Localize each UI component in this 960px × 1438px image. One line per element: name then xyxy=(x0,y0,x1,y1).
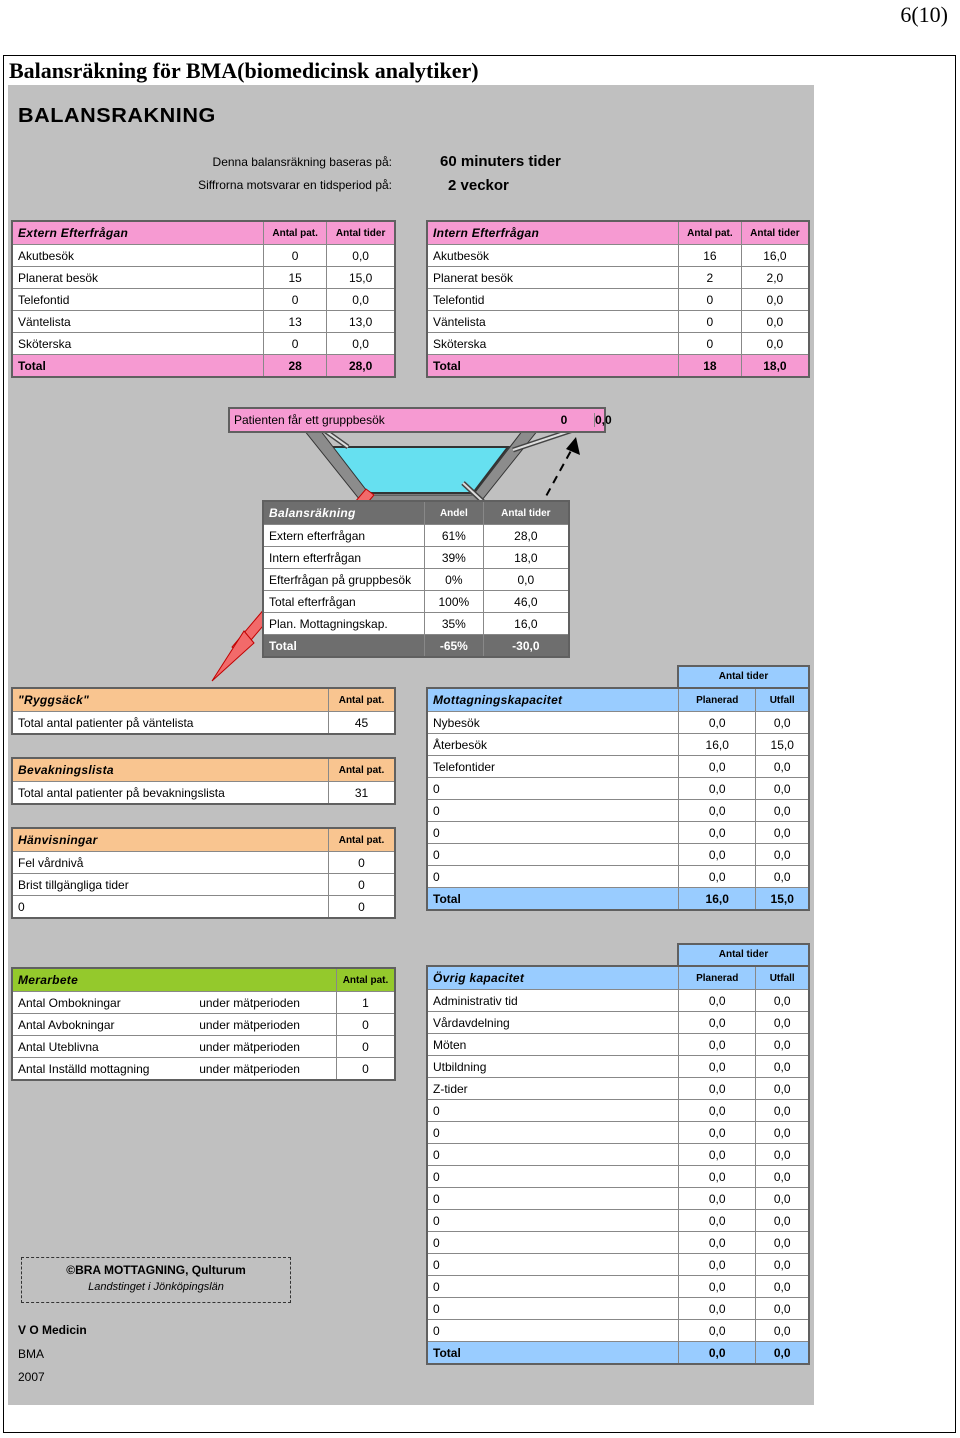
row-value: 0,0 xyxy=(756,778,809,800)
row-label: Total antal patienter på väntelista xyxy=(12,712,329,735)
row-label: Utbildning xyxy=(427,1056,679,1078)
row-value: 0 xyxy=(329,874,396,896)
intern-col1: Antal pat. xyxy=(679,221,742,245)
row-value: 0 xyxy=(264,245,327,267)
row-value: 0,0 xyxy=(756,1100,809,1122)
total-label: Total xyxy=(12,355,264,378)
table-row xyxy=(12,896,395,919)
row-value: 0,0 xyxy=(756,1210,809,1232)
row-label: 0 xyxy=(427,1166,679,1188)
row-label: 0 xyxy=(427,1188,679,1210)
row-value: 0,0 xyxy=(756,1298,809,1320)
row-value: 0,0 xyxy=(679,1056,756,1078)
row-value: 0,0 xyxy=(741,289,809,311)
extern-col1: Antal pat. xyxy=(264,221,327,245)
total-value: -65% xyxy=(425,635,484,658)
balans-col2: Antal tider xyxy=(483,501,569,525)
row-value: 0,0 xyxy=(741,311,809,333)
merarbete-title: Merarbete xyxy=(12,968,336,992)
row-value: 0 xyxy=(264,333,327,355)
row-label: 0 xyxy=(427,1210,679,1232)
total-value: 28 xyxy=(264,355,327,378)
row-value: 0,0 xyxy=(756,712,809,734)
table-row xyxy=(263,525,569,547)
row-label: Plan. Mottagningskap. xyxy=(263,613,425,635)
total-value: -30,0 xyxy=(483,635,569,658)
row-value: 0,0 xyxy=(679,756,756,778)
row-value: 39% xyxy=(425,547,484,569)
total-row xyxy=(427,888,809,911)
row-label: Telefontid xyxy=(427,289,679,311)
ovrig-col2: Utfall xyxy=(756,966,809,990)
table-row xyxy=(263,613,569,635)
row-label: Extern efterfrågan xyxy=(263,525,425,547)
row-label: 0 xyxy=(427,822,679,844)
balans-title: Balansräkning xyxy=(263,501,425,525)
row-value: 0,0 xyxy=(756,1254,809,1276)
balans-col1: Andel xyxy=(425,501,484,525)
row-label: Återbesök xyxy=(427,734,679,756)
row-value: 0,0 xyxy=(679,1166,756,1188)
table-row xyxy=(12,1036,395,1058)
row-value: 1 xyxy=(336,992,395,1014)
table-row xyxy=(12,782,395,805)
row-label: Akutbesök xyxy=(427,245,679,267)
row-value: 0,0 xyxy=(756,822,809,844)
row-label: 0 xyxy=(427,1254,679,1276)
group-time: 0,0 xyxy=(595,413,612,427)
row-label: 0 xyxy=(427,1276,679,1298)
logo-line-2: Landstinget i Jönköpingslän xyxy=(88,1281,224,1293)
bevakning-table xyxy=(11,757,396,805)
basis-value-1: 60 minuters tider xyxy=(440,153,561,170)
row-period: under mätperioden xyxy=(194,992,336,1014)
bevakning-title: Bevakningslista xyxy=(12,758,329,782)
row-period: under mätperioden xyxy=(194,1058,336,1081)
table-row xyxy=(427,1012,809,1034)
row-value: 0,0 xyxy=(756,756,809,778)
row-value: 0,0 xyxy=(679,1276,756,1298)
table-row xyxy=(427,756,809,778)
copyright-logo xyxy=(21,1257,291,1303)
table-row xyxy=(263,569,569,591)
spreadsheet-image xyxy=(8,85,814,1405)
mottagning-head: Antal tider xyxy=(677,665,810,689)
row-label: Väntelista xyxy=(427,311,679,333)
table-row xyxy=(427,1254,809,1276)
row-value: 15,0 xyxy=(756,734,809,756)
footer-role: BMA xyxy=(18,1347,45,1361)
row-label: Fel vårdnivå xyxy=(12,852,329,874)
table-row xyxy=(427,1232,809,1254)
row-value: 0,0 xyxy=(679,1122,756,1144)
basis-label-2: Siffrorna motsvarar en tidsperiod på: xyxy=(198,178,392,192)
table-row xyxy=(427,822,809,844)
row-label: 0 xyxy=(427,778,679,800)
row-value: 0 xyxy=(329,896,396,919)
ryggsack-col: Antal pat. xyxy=(329,688,396,712)
row-value: 15,0 xyxy=(327,267,395,289)
row-value: 0,0 xyxy=(756,1232,809,1254)
row-label: Administrativ tid xyxy=(427,990,679,1012)
row-value: 0 xyxy=(336,1058,395,1081)
row-label: Brist tillgängliga tider xyxy=(12,874,329,896)
row-value: 0,0 xyxy=(679,1144,756,1166)
row-value: 0,0 xyxy=(679,1232,756,1254)
mottagning-title: Mottagningskapacitet xyxy=(427,688,679,712)
total-row xyxy=(263,635,569,658)
row-value: 0 xyxy=(679,311,742,333)
table-row xyxy=(427,712,809,734)
row-value: 16,0 xyxy=(741,245,809,267)
row-label: Total efterfrågan xyxy=(263,591,425,613)
document-title: Balansräkning för BMA(biomedicinsk analytiker) xyxy=(9,58,479,83)
hanvisningar-title: Hänvisningar xyxy=(12,828,329,852)
ryggsack-title: "Ryggsäck" xyxy=(12,688,329,712)
row-label: 0 xyxy=(427,1320,679,1342)
footer-dept: V O Medicin xyxy=(18,1323,87,1337)
row-value: 0 xyxy=(679,333,742,355)
row-value: 16,0 xyxy=(483,613,569,635)
row-label: Efterfrågan på gruppbesök xyxy=(263,569,425,591)
hanvisningar-col: Antal pat. xyxy=(329,828,396,852)
row-value: 0,0 xyxy=(327,245,395,267)
row-value: 35% xyxy=(425,613,484,635)
table-row xyxy=(12,992,395,1014)
row-label: 0 xyxy=(427,866,679,888)
group-label: Patienten får ett gruppbesök xyxy=(234,413,385,427)
row-value: 45 xyxy=(329,712,396,735)
row-value: 0,0 xyxy=(679,822,756,844)
row-label: Vårdavdelning xyxy=(427,1012,679,1034)
row-value: 0,0 xyxy=(756,1078,809,1100)
total-label: Total xyxy=(427,355,679,378)
total-row xyxy=(427,1342,809,1365)
row-value: 0,0 xyxy=(756,1320,809,1342)
row-value: 0,0 xyxy=(679,1254,756,1276)
ovrig-table xyxy=(426,965,810,1365)
table-row xyxy=(12,1058,395,1081)
row-value: 0,0 xyxy=(756,844,809,866)
row-value: 0,0 xyxy=(756,990,809,1012)
row-label: Antal Ombokningar xyxy=(12,992,194,1014)
table-row xyxy=(12,874,395,896)
row-label: 0 xyxy=(12,896,329,919)
row-value: 0,0 xyxy=(679,1188,756,1210)
table-row xyxy=(427,1188,809,1210)
sheet-title: BALANSRAKNING xyxy=(18,105,216,127)
red-arrowhead xyxy=(212,631,254,681)
merarbete-col: Antal pat. xyxy=(336,968,395,992)
row-value: 2 xyxy=(679,267,742,289)
row-label: Telefontider xyxy=(427,756,679,778)
row-value: 0,0 xyxy=(679,844,756,866)
row-value: 0,0 xyxy=(679,1320,756,1342)
page-number: 6(10) xyxy=(900,2,948,27)
total-label: Total xyxy=(427,888,679,911)
row-label: 0 xyxy=(427,1122,679,1144)
row-value: 28,0 xyxy=(483,525,569,547)
row-value: 0,0 xyxy=(327,289,395,311)
total-label: Total xyxy=(263,635,425,658)
table-row xyxy=(263,547,569,569)
row-value: 100% xyxy=(425,591,484,613)
table-row xyxy=(427,1122,809,1144)
dashed-arrowhead xyxy=(566,437,580,455)
table-row xyxy=(427,1056,809,1078)
basis-value-2: 2 veckor xyxy=(448,177,509,194)
total-value: 15,0 xyxy=(756,888,809,911)
row-value: 0,0 xyxy=(741,333,809,355)
row-label: Antal Uteblivna xyxy=(12,1036,194,1058)
table-row xyxy=(427,1144,809,1166)
table-row xyxy=(427,866,809,888)
row-label: Akutbesök xyxy=(12,245,264,267)
mottagning-col2: Utfall xyxy=(756,688,809,712)
row-value: 0,0 xyxy=(756,1276,809,1298)
row-value: 0,0 xyxy=(756,800,809,822)
table-row xyxy=(427,1210,809,1232)
footer-year: 2007 xyxy=(18,1370,45,1384)
table-row xyxy=(427,1078,809,1100)
logo-line-1: ©BRA MOTTAGNING, Qulturum xyxy=(66,1263,246,1277)
row-value: 0,0 xyxy=(679,1012,756,1034)
total-value: 28,0 xyxy=(327,355,395,378)
row-value: 0,0 xyxy=(756,1034,809,1056)
row-label: 0 xyxy=(427,1144,679,1166)
row-label: Möten xyxy=(427,1034,679,1056)
group-visit-row xyxy=(228,407,612,433)
row-value: 0,0 xyxy=(756,1166,809,1188)
row-value: 0,0 xyxy=(679,990,756,1012)
row-label: Nybesök xyxy=(427,712,679,734)
row-period: under mätperioden xyxy=(194,1014,336,1036)
row-label: 0 xyxy=(427,1100,679,1122)
row-value: 0% xyxy=(425,569,484,591)
intern-col2: Antal tider xyxy=(741,221,809,245)
row-value: 0,0 xyxy=(679,800,756,822)
row-label: Planerat besök xyxy=(427,267,679,289)
row-label: Antal Avbokningar xyxy=(12,1014,194,1036)
group-value: 0 xyxy=(560,413,568,427)
row-value: 61% xyxy=(425,525,484,547)
row-label: Z-tider xyxy=(427,1078,679,1100)
ovrig-col1: Planerad xyxy=(679,966,756,990)
table-row xyxy=(427,990,809,1012)
row-value: 0 xyxy=(264,289,327,311)
table-row xyxy=(427,1298,809,1320)
table-row xyxy=(427,844,809,866)
row-label: 0 xyxy=(427,1298,679,1320)
total-value: 0,0 xyxy=(679,1342,756,1365)
hanvisningar-table xyxy=(11,827,396,919)
balans-table xyxy=(262,500,570,658)
row-label: Sköterska xyxy=(427,333,679,355)
row-value: 0,0 xyxy=(756,1188,809,1210)
row-period: under mätperioden xyxy=(194,1036,336,1058)
row-value: 0 xyxy=(336,1036,395,1058)
merarbete-table xyxy=(11,967,396,1081)
row-value: 0,0 xyxy=(679,1034,756,1056)
table-row xyxy=(427,800,809,822)
bevakning-col: Antal pat. xyxy=(329,758,396,782)
extern-title: Extern Efterfrågan xyxy=(12,221,264,245)
row-label: Intern efterfrågan xyxy=(263,547,425,569)
row-value: 46,0 xyxy=(483,591,569,613)
table-row xyxy=(12,1014,395,1036)
row-value: 13,0 xyxy=(327,311,395,333)
row-value: 16,0 xyxy=(679,734,756,756)
mottagning-col1: Planerad xyxy=(679,688,756,712)
row-label: Telefontid xyxy=(12,289,264,311)
row-label: Planerat besök xyxy=(12,267,264,289)
row-value: 0,0 xyxy=(679,712,756,734)
ryggsack-table xyxy=(11,687,396,735)
row-value: 31 xyxy=(329,782,396,805)
table-row xyxy=(427,778,809,800)
row-value: 0,0 xyxy=(679,1078,756,1100)
mottagning-table xyxy=(426,687,810,911)
row-value: 0,0 xyxy=(483,569,569,591)
row-label: Väntelista xyxy=(12,311,264,333)
row-value: 0,0 xyxy=(756,1122,809,1144)
row-label: Antal Inställd mottagning xyxy=(12,1058,194,1081)
row-value: 0 xyxy=(679,289,742,311)
table-row xyxy=(263,591,569,613)
table-row xyxy=(427,1320,809,1342)
row-value: 15 xyxy=(264,267,327,289)
row-value: 0,0 xyxy=(679,866,756,888)
total-label: Total xyxy=(427,1342,679,1365)
intern-title: Intern Efterfrågan xyxy=(427,221,679,245)
row-label: 0 xyxy=(427,800,679,822)
row-value: 0,0 xyxy=(756,1056,809,1078)
row-value: 0,0 xyxy=(679,1298,756,1320)
total-value: 18,0 xyxy=(741,355,809,378)
total-value: 18 xyxy=(679,355,742,378)
row-value: 13 xyxy=(264,311,327,333)
basis-label-1: Denna balansräkning baseras på: xyxy=(212,155,392,169)
total-value: 0,0 xyxy=(756,1342,809,1365)
ovrig-head: Antal tider xyxy=(677,943,810,967)
table-row xyxy=(427,1100,809,1122)
row-value: 0,0 xyxy=(327,333,395,355)
row-label: Total antal patienter på bevakningslista xyxy=(12,782,329,805)
row-value: 0 xyxy=(336,1014,395,1036)
table-row xyxy=(427,1166,809,1188)
ovrig-title: Övrig kapacitet xyxy=(427,966,679,990)
total-value: 16,0 xyxy=(679,888,756,911)
row-value: 2,0 xyxy=(741,267,809,289)
row-label: 0 xyxy=(427,844,679,866)
row-value: 0,0 xyxy=(679,778,756,800)
table-row xyxy=(427,734,809,756)
table-row xyxy=(12,712,395,735)
table-row xyxy=(427,1034,809,1056)
row-value: 0,0 xyxy=(679,1210,756,1232)
row-value: 18,0 xyxy=(483,547,569,569)
row-label: 0 xyxy=(427,1232,679,1254)
table-row xyxy=(12,852,395,874)
row-value: 0,0 xyxy=(679,1100,756,1122)
row-value: 0,0 xyxy=(756,1012,809,1034)
row-value: 0,0 xyxy=(756,1144,809,1166)
row-value: 0 xyxy=(329,852,396,874)
extern-col2: Antal tider xyxy=(327,221,395,245)
row-value: 16 xyxy=(679,245,742,267)
row-value: 0,0 xyxy=(756,866,809,888)
table-row xyxy=(427,1276,809,1298)
row-label: Sköterska xyxy=(12,333,264,355)
